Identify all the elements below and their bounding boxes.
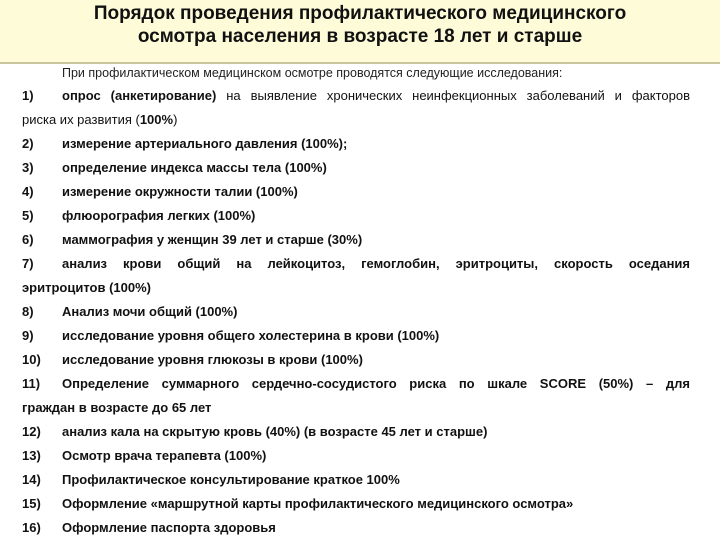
item-text: Оформление «маршрутной карты профилактического медицинского осмотра» bbox=[62, 496, 574, 511]
item-text-normal: на выявление хронических неинфекционных заболеваний и факторов bbox=[216, 88, 691, 103]
item-text: определение индекса массы тела (100%) bbox=[62, 160, 327, 175]
item-text: исследование уровня глюкозы в крови (100%) bbox=[62, 352, 363, 367]
item-number: 11) bbox=[22, 376, 41, 391]
item-number: 1) bbox=[22, 88, 34, 103]
item-number: 10) bbox=[22, 352, 41, 367]
item-text: маммография у женщин 39 лет и старше (30%) bbox=[62, 232, 363, 247]
item-text: Осмотр врача терапевта (100%) bbox=[62, 448, 267, 463]
page-title-line-1: Порядок проведения профилактического медицинского bbox=[93, 3, 627, 24]
item-number: 7) bbox=[22, 256, 34, 271]
item-text: исследование уровня общего холестерина в крови (100%) bbox=[62, 328, 440, 343]
item-text: анализ крови общий на лейкоцитоз, гемоглобин, эритроциты, скорость оседания bbox=[62, 256, 690, 271]
item-text bbox=[62, 84, 690, 108]
item-text: Анализ мочи общий (100%) bbox=[62, 304, 238, 319]
item-text: Оформление паспорта здоровья bbox=[62, 520, 276, 535]
item-text: Определение суммарного сердечно-сосудистого риска по шкале SCORE (50%) – для bbox=[62, 376, 690, 391]
item-number: 16) bbox=[22, 520, 41, 535]
item-number: 2) bbox=[22, 136, 34, 151]
item-continuation bbox=[22, 108, 177, 132]
item-text: измерение артериального давления (100%); bbox=[62, 136, 348, 151]
item-number: 6) bbox=[22, 232, 34, 247]
item-number: 14) bbox=[22, 472, 41, 487]
title-banner bbox=[0, 0, 720, 64]
item-text-bold: опрос (анкетирование) bbox=[62, 88, 217, 103]
intro-text: При профилактическом медицинском осмотре проводятся следующие исследования: bbox=[62, 66, 563, 80]
continuation-end: ) bbox=[173, 112, 178, 127]
page-title bbox=[0, 2, 720, 48]
item-number: 8) bbox=[22, 304, 34, 319]
item-text: анализ кала на скрытую кровь (40%) (в возрасте 45 лет и старше) bbox=[62, 424, 488, 439]
item-text: Профилактическое консультирование краткое 100% bbox=[62, 472, 400, 487]
item-number: 4) bbox=[22, 184, 34, 199]
item-number: 5) bbox=[22, 208, 34, 223]
item-number: 13) bbox=[22, 448, 41, 463]
page-title-line-2: осмотра населения в возрасте 18 лет и старше bbox=[137, 26, 583, 47]
item-number: 15) bbox=[22, 496, 41, 511]
item-continuation: эритроцитов (100%) bbox=[22, 280, 151, 295]
item-number: 3) bbox=[22, 160, 34, 175]
item-number: 9) bbox=[22, 328, 34, 343]
item-text: измерение окружности талии (100%) bbox=[62, 184, 298, 199]
item-continuation: граждан в возрасте до 65 лет bbox=[22, 400, 212, 415]
continuation-normal: риска их развития ( bbox=[22, 112, 140, 127]
item-number: 12) bbox=[22, 424, 41, 439]
continuation-bold: 100% bbox=[139, 112, 174, 127]
item-text: флюорография легких (100%) bbox=[62, 208, 256, 223]
